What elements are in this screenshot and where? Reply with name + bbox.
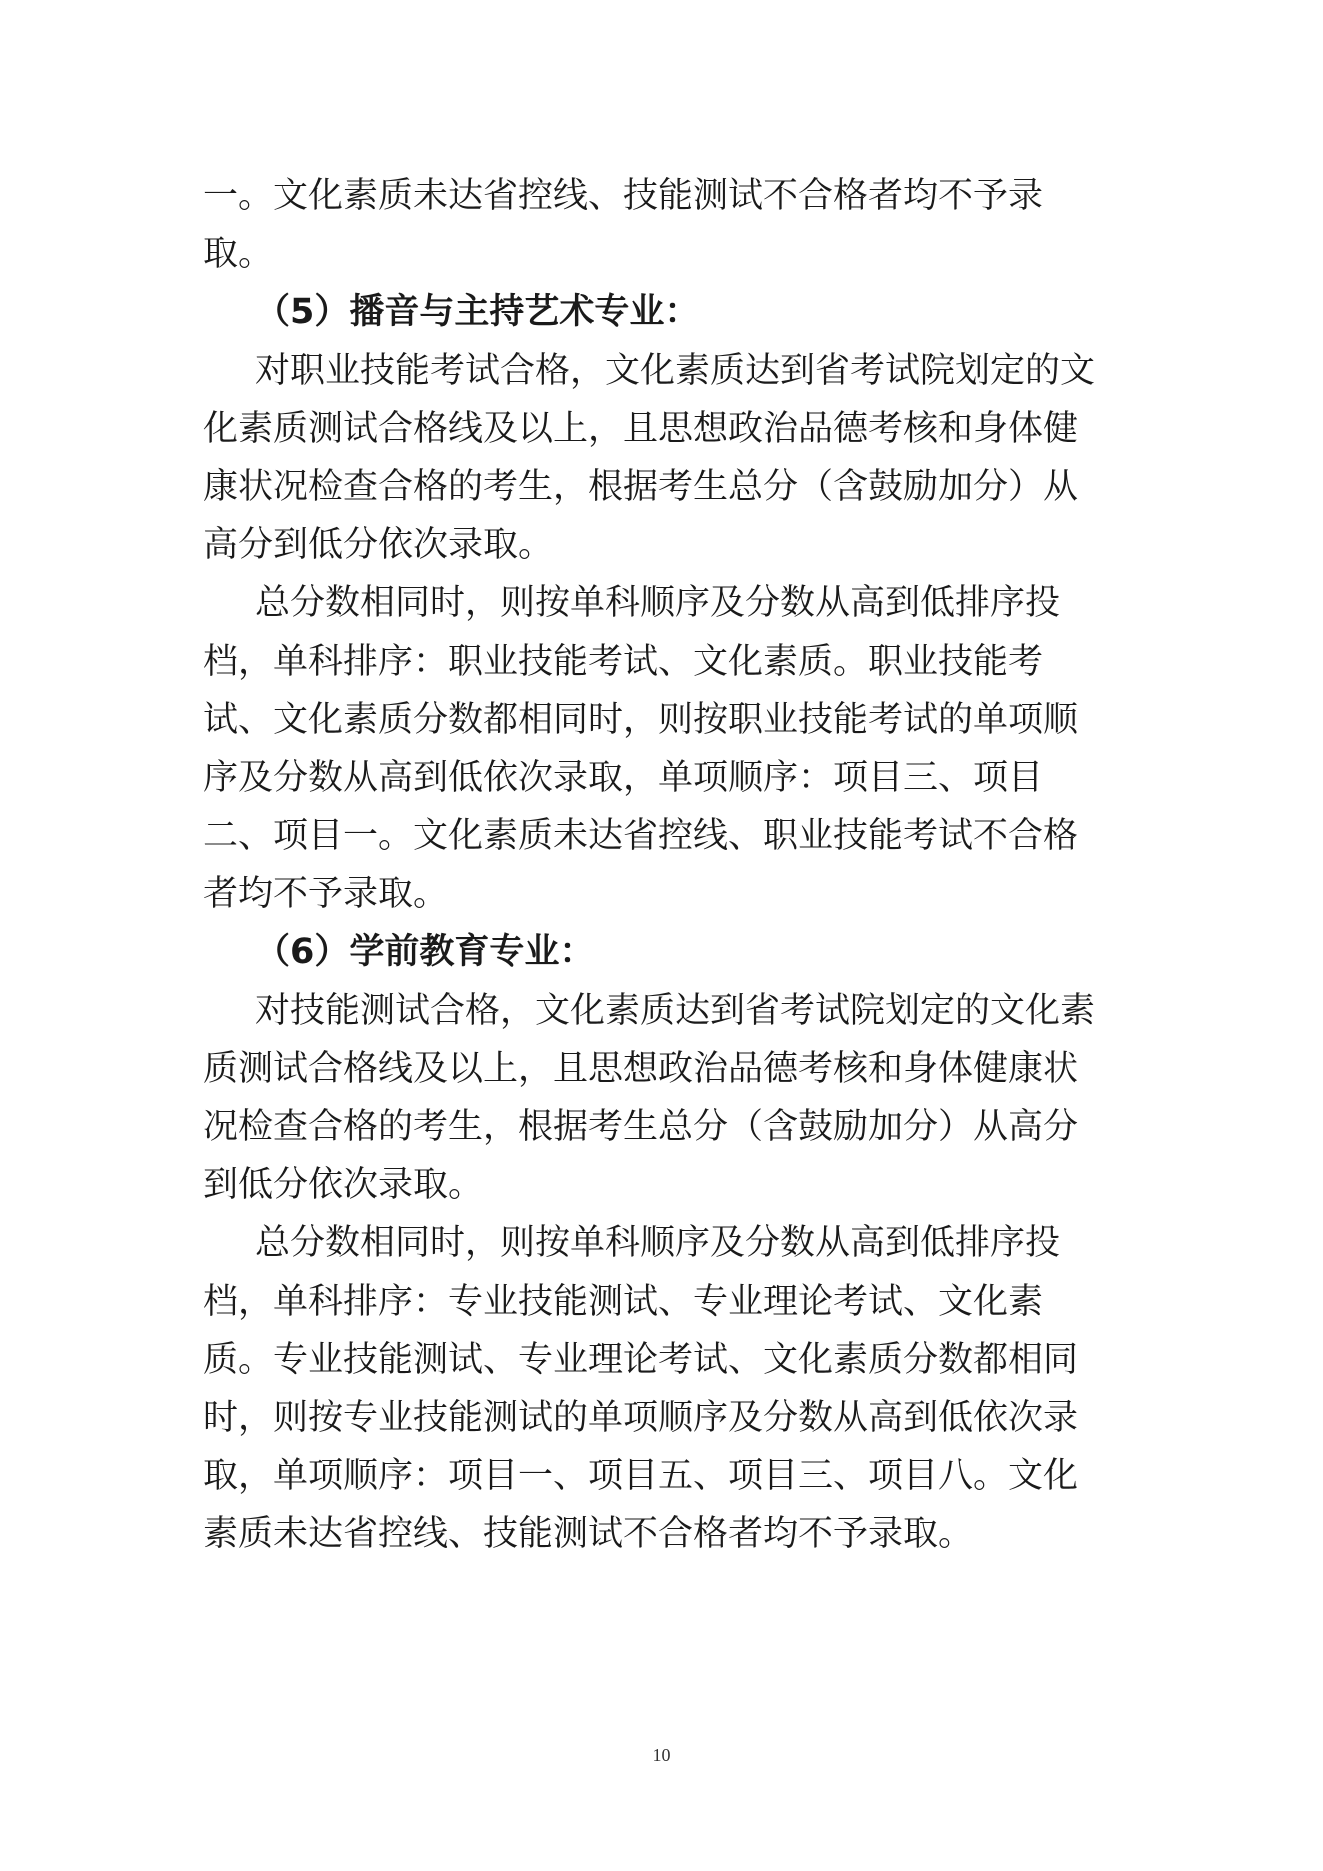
text-line: 到低分依次录取。 (203, 1165, 484, 1206)
text-line: 取。 (203, 234, 274, 275)
text-line: 档，单科排序：职业技能考试、文化素质。职业技能考 (203, 641, 1044, 682)
text-line: 时，则按专业技能测试的单项顺序及分数从高到低依次录 (203, 1397, 1079, 1438)
text-line: 总分数相同时，则按单科顺序及分数从高到低排序投 (255, 583, 1061, 624)
text-line: 对职业技能考试合格，文化素质达到省考试院划定的文 (255, 350, 1096, 391)
text-line: 试、文化素质分数都相同时，则按职业技能考试的单项顺 (203, 699, 1079, 740)
text-line: 一。文化素质未达省控线、技能测试不合格者均不予录 (203, 176, 1044, 216)
text-line: 序及分数从高到低依次录取，单项顺序：项目三、项目 (203, 757, 1044, 798)
text-line: 者均不予录取。 (203, 874, 449, 915)
text-line: 对技能测试合格，文化素质达到省考试院划定的文化素 (255, 990, 1096, 1031)
page-number: 10 (652, 1745, 671, 1765)
document-body (203, 167, 1123, 1564)
text-line: 高分到低分依次录取。 (203, 525, 554, 566)
text-line: 档，单科排序：专业技能测试、专业理论考试、文化素 (203, 1281, 1044, 1322)
text-line: 化素质测试合格线及以上，且思想政治品德考核和身体健 (203, 408, 1079, 449)
text-line: 取，单项顺序：项目一、项目五、项目三、项目八。文化 (203, 1456, 1079, 1497)
text-line: 质测试合格线及以上，且思想政治品德考核和身体健康状 (203, 1048, 1079, 1089)
text-line: 况检查合格的考生，根据考生总分（含鼓励加分）从高分 (203, 1107, 1079, 1147)
text-line: 质。专业技能测试、专业理论考试、文化素质分数都相同 (203, 1339, 1079, 1380)
text-line: 二、项目一。文化素质未达省控线、职业技能考试不合格 (203, 816, 1079, 857)
text-line: 总分数相同时，则按单科顺序及分数从高到低排序投 (255, 1223, 1061, 1264)
section-heading: （6）学前教育专业： (255, 932, 595, 973)
section-heading: （5）播音与主持艺术专业： (255, 292, 700, 333)
text-line: 康状况检查合格的考生，根据考生总分（含鼓励加分）从 (203, 466, 1079, 507)
text-line: 素质未达省控线、技能测试不合格者均不予录取。 (203, 1514, 974, 1555)
